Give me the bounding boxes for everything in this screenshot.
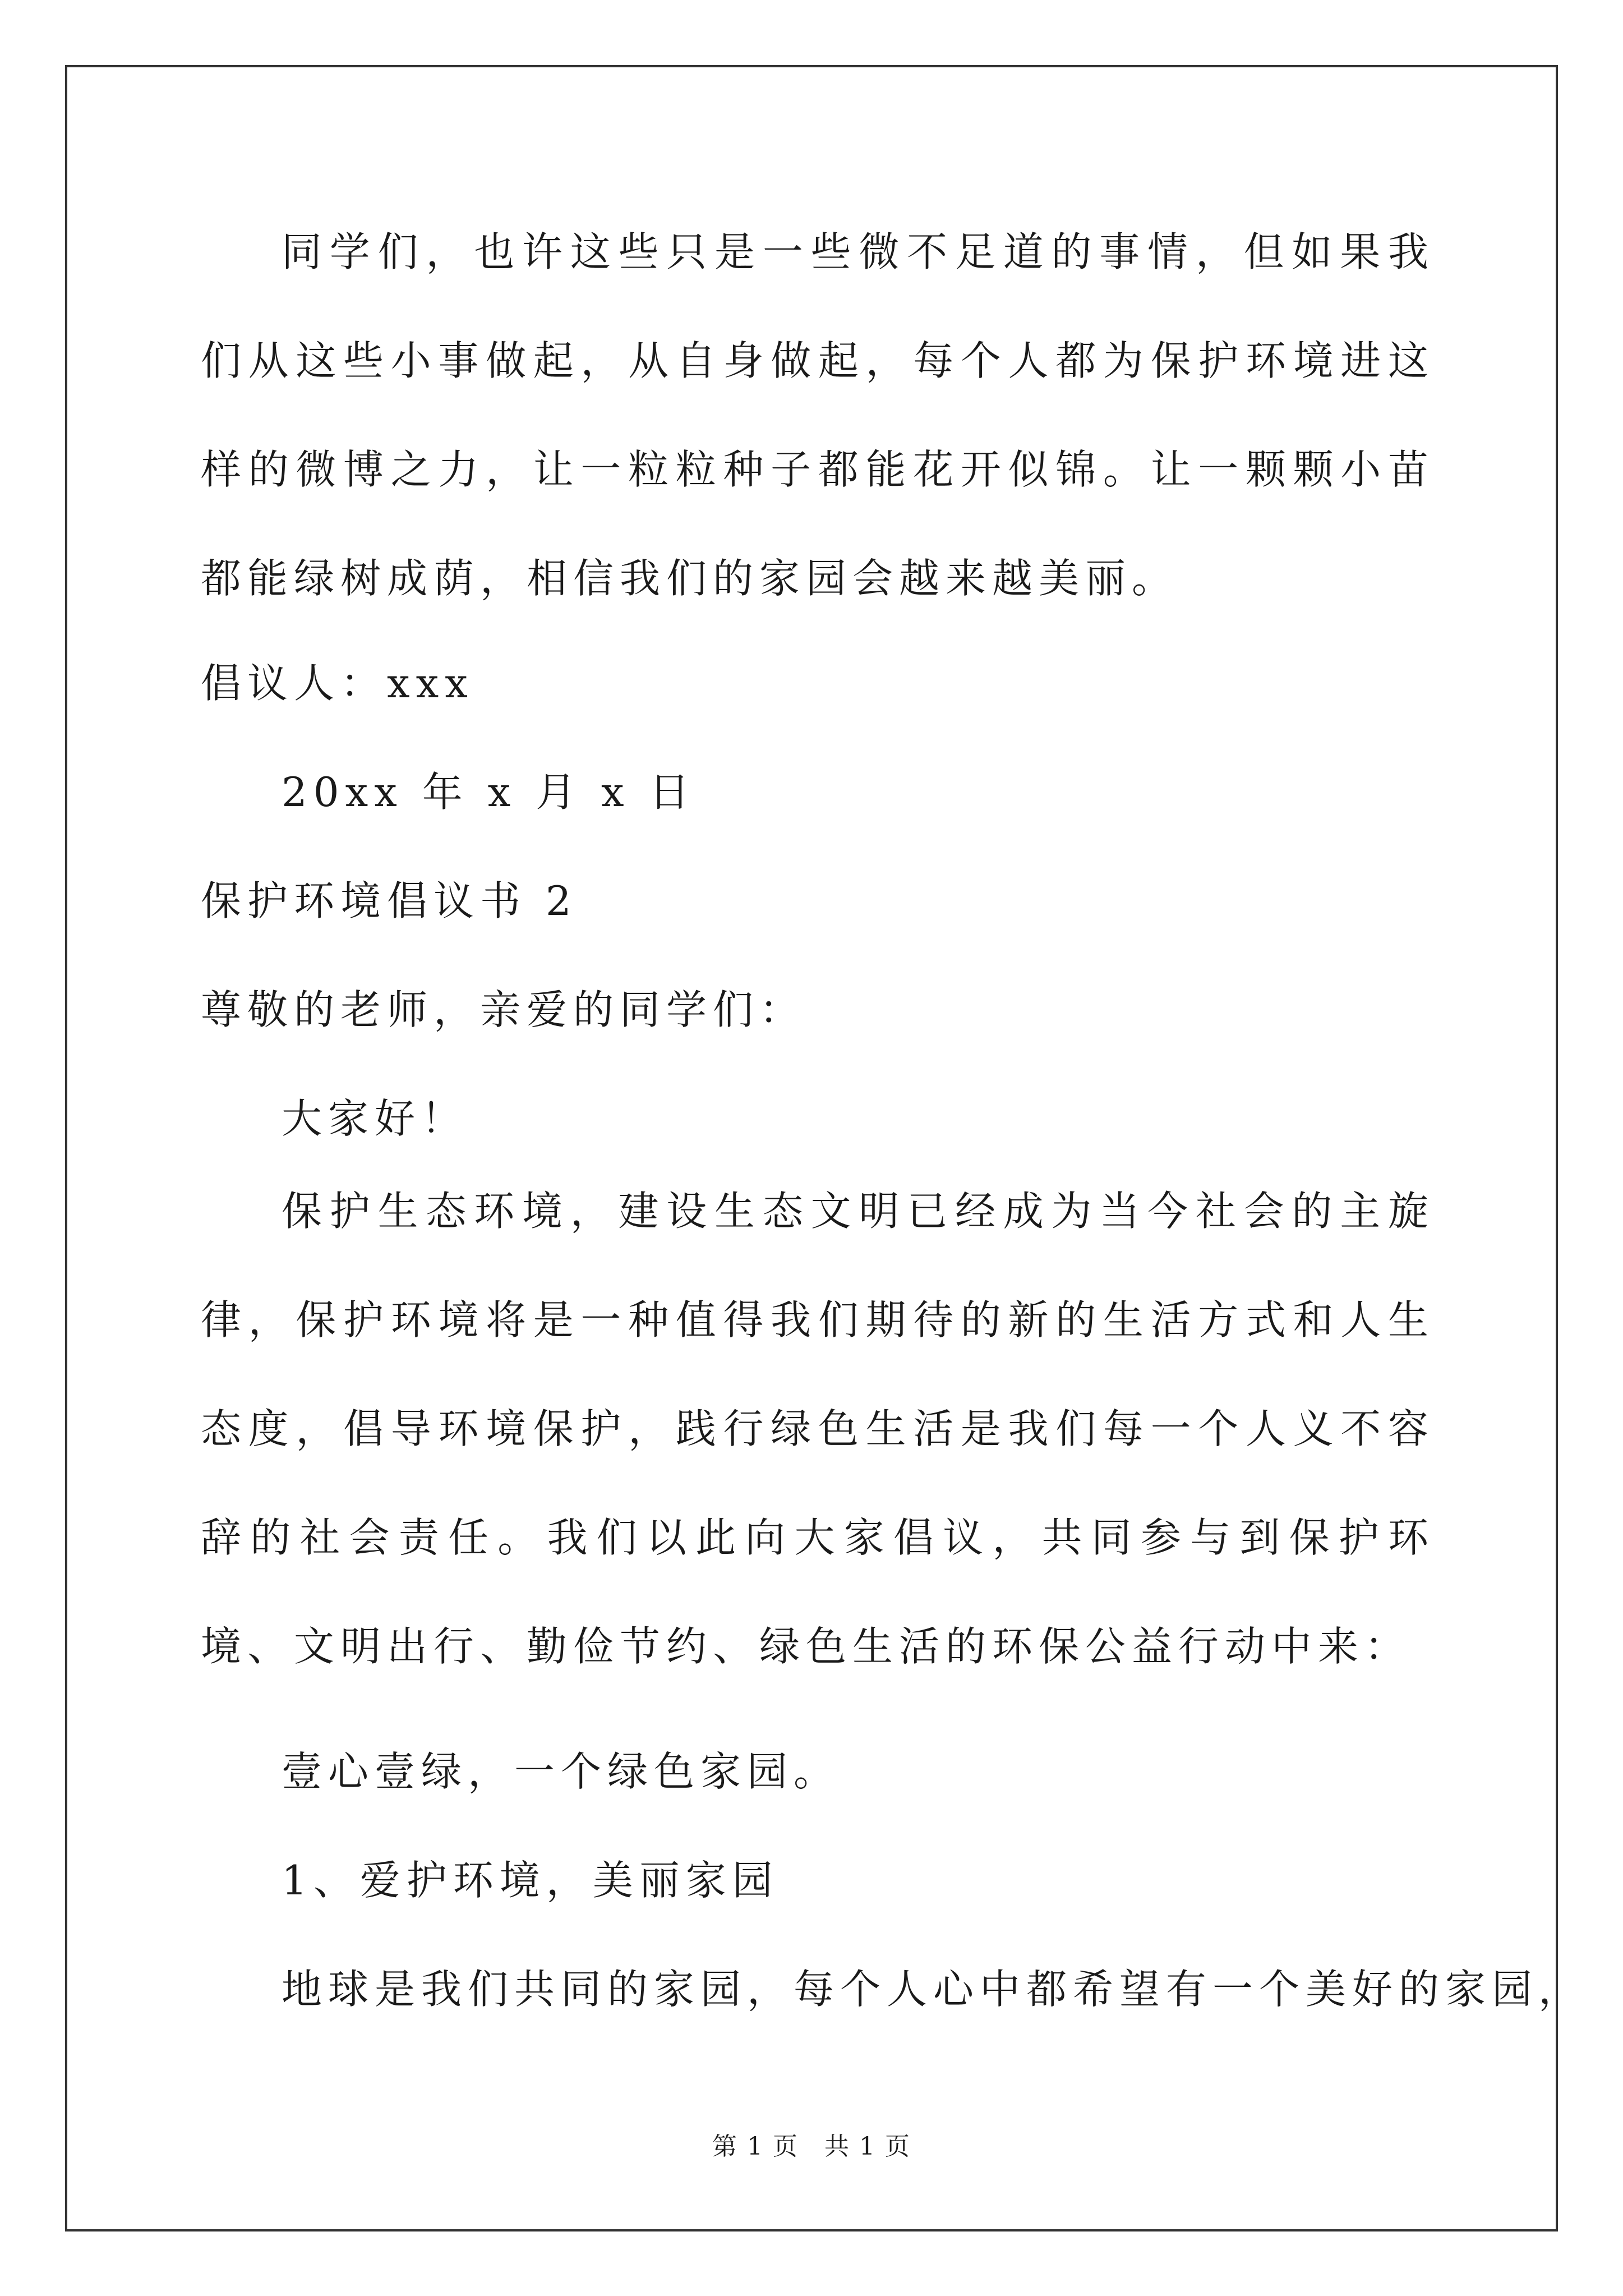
paragraph-earth: 地球是我们共同的家园，每个人心中都希望有一个美好的家园， xyxy=(282,1966,1585,2013)
slogan: 壹心壹绿，一个绿色家园。 xyxy=(282,1748,841,1795)
list-item-1: 1、爱护环境，美丽家园 xyxy=(282,1857,779,1904)
paragraph-intro: 保护生态环境，建设生态文明已经成为当今社会的主旋律，保护环境将是一种值得我们期待的新的生活方式和人生态度，倡导环境保护，践行绿色生活是我们每一个人义不容辞的社会责任。我们以此向大家倡议，共同参与到保护环境、文明出行、勤俭节约、绿色生活的环保公益行动中来： xyxy=(201,1188,1435,1670)
greeting: 大家好！ xyxy=(282,1095,468,1142)
section-title: 保护环境倡议书 2 xyxy=(201,877,578,924)
page-footer: 第 1 页 共 1 页 xyxy=(712,2132,911,2161)
salutation: 尊敬的老师，亲爱的同学们： xyxy=(201,986,806,1033)
date-line: 20xx 年 x 月 x 日 xyxy=(282,769,696,816)
initiator-line: 倡议人：xxx xyxy=(201,660,474,707)
paragraph-closing: 同学们，也许这些只是一些微不足道的事情，但如果我们从这些小事做起，从自身做起，每个人都为保护环境进这样的微博之力，让一粒粒种子都能花开似锦。让一颗颗小苗都能绿树成荫，相信我们的家园会越来越美丽。 xyxy=(201,228,1435,602)
